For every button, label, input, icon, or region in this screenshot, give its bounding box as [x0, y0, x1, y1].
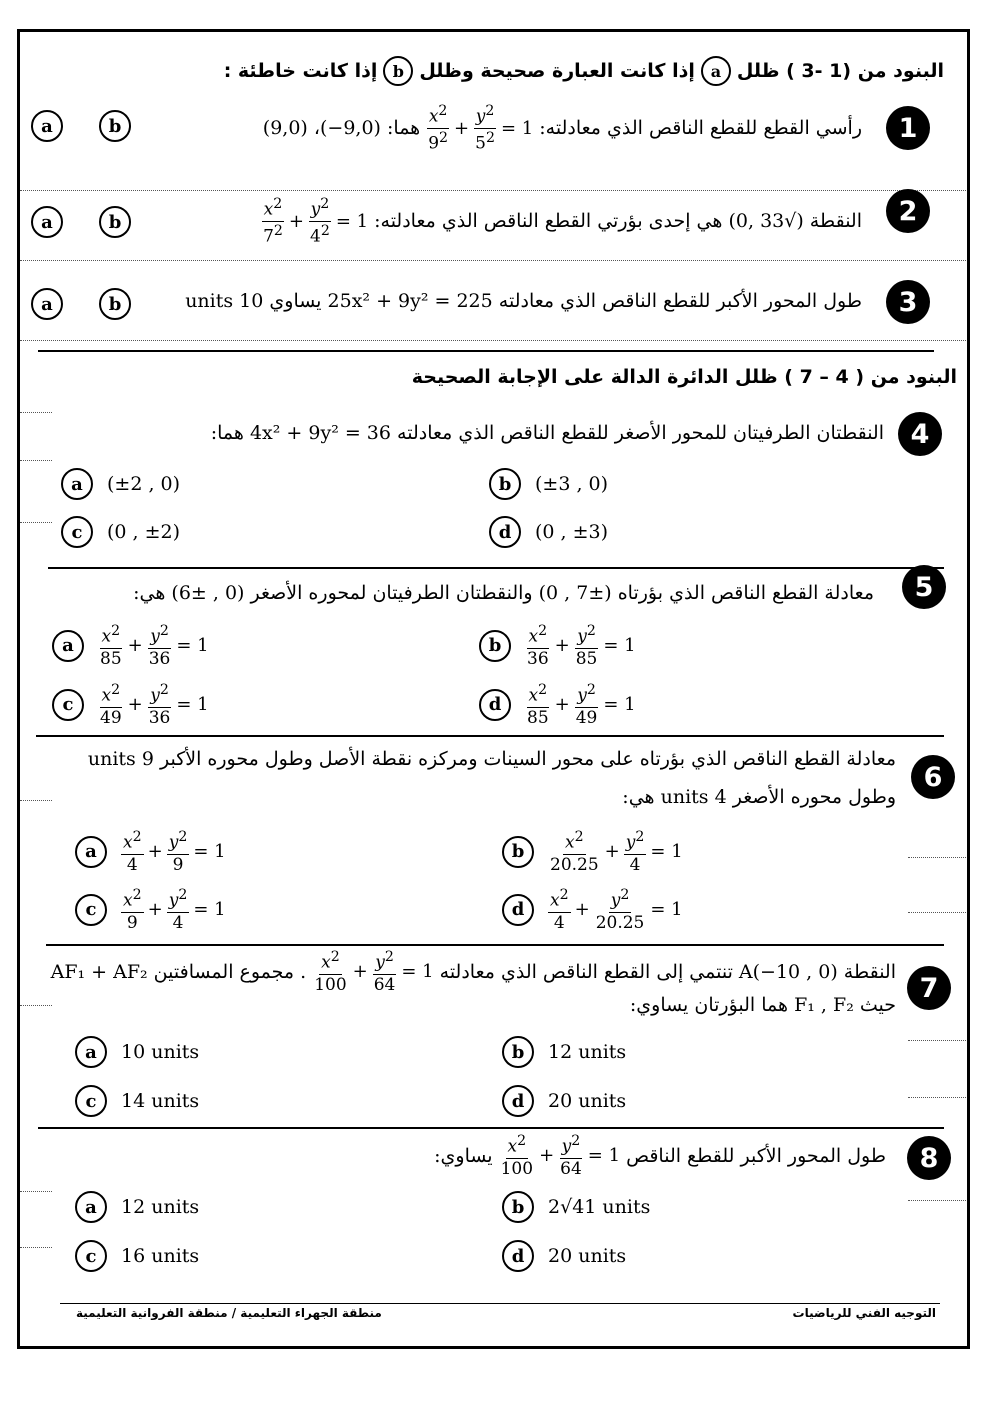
- footer-right: التوجيه الفني للرياضيات: [792, 1306, 936, 1320]
- question-4-text: النقطتان الطرفيتان للمحور الأصغر للقطع الناقص الذي معادلته 4x² + 9y² = 36 هما:: [210, 422, 884, 444]
- option-circle[interactable]: a: [75, 836, 107, 868]
- question-6-number: 6: [911, 755, 955, 799]
- option-circle[interactable]: a: [61, 468, 93, 500]
- divider: [20, 190, 966, 191]
- option-circle[interactable]: d: [502, 1085, 534, 1117]
- question-5-number: 5: [902, 565, 946, 609]
- true-option-legend: a: [701, 56, 731, 86]
- q7-option-a[interactable]: a 10 units: [75, 1036, 199, 1068]
- question-6-line-2: وطول محوره الأصغر 4 units هي:: [622, 786, 896, 808]
- q7-option-d[interactable]: d 20 units: [502, 1085, 626, 1117]
- option-circle[interactable]: b: [489, 468, 521, 500]
- question-5-text: معادلة القطع الناقص الذي بؤرتاه (±7 , 0) والنقطتان الطرفيتان لمحوره الأصغر (0 , ±6) هي:: [133, 582, 874, 604]
- option-circle[interactable]: c: [75, 1240, 107, 1272]
- margin-mark: [908, 1097, 966, 1098]
- option-circle[interactable]: c: [61, 516, 93, 548]
- option-circle[interactable]: b: [502, 1191, 534, 1223]
- question-7-number: 7: [907, 966, 951, 1010]
- q5-option-d[interactable]: d $\frac{x^2}{85}$ + $\frac{y^2}{49}$ = 1: [479, 683, 636, 727]
- q6-option-a[interactable]: a $\frac{x^2}{4}$ + $\frac{y^2}{9}$ = 1: [75, 830, 226, 874]
- question-3-number: 3: [886, 280, 930, 324]
- question-8-text: طول المحور الأكبر للقطع الناقص $\frac{x^2}{100}$ + $\frac{y^2}{64}$ = 1 يساوي:: [434, 1133, 886, 1179]
- margin-mark: [908, 857, 966, 858]
- option-circle[interactable]: d: [502, 894, 534, 926]
- q4-option-d[interactable]: d (0 , ±3): [489, 516, 608, 548]
- margin-mark: [20, 522, 52, 523]
- option-circle[interactable]: a: [75, 1036, 107, 1068]
- option-circle[interactable]: b: [502, 1036, 534, 1068]
- q3-option-a[interactable]: a: [31, 288, 63, 320]
- q8-option-d[interactable]: d 20 units: [502, 1240, 626, 1272]
- margin-mark: [20, 800, 52, 801]
- q6-option-c[interactable]: c $\frac{x^2}{9}$ + $\frac{y^2}{4}$ = 1: [75, 888, 226, 932]
- option-circle[interactable]: c: [75, 1085, 107, 1117]
- question-6-line-1: معادلة القطع الناقص الذي بؤرتاه على محور السينات ومركزه نقطة الأصل وطول محوره الأكبر 9 units: [87, 748, 896, 770]
- question-1-text: رأسي القطع للقطع الناقص الذي معادلته: $\frac{x^2}{9^2}$ + $\frac{y^2}{5^2}$ = 1 هما: (9,0−)، (9,0): [262, 103, 862, 154]
- section-separator: [46, 944, 944, 946]
- q6-option-b[interactable]: b $\frac{x^2}{20.25}$ + $\frac{y^2}{4}$ = 1: [502, 830, 683, 874]
- option-circle[interactable]: c: [52, 689, 84, 721]
- q8-option-b[interactable]: b 2√41 units: [502, 1191, 650, 1223]
- q5-option-a[interactable]: a $\frac{x^2}{85}$ + $\frac{y^2}{36}$ = 1: [52, 624, 209, 668]
- section-separator: [38, 350, 934, 352]
- question-7-line-1: النقطة A(−10 , 0) تنتمي إلى القطع الناقص الذي معادلته $\frac{x^2}{100}$ + $\frac{y^2}{64}$ = 1 . مجموع المسافتين AF₁ + AF₂: [50, 949, 896, 995]
- false-option-legend: b: [383, 56, 413, 86]
- footer-rule: [60, 1303, 940, 1304]
- q8-option-c[interactable]: c 16 units: [75, 1240, 199, 1272]
- margin-mark: [20, 1247, 52, 1248]
- question-4-number: 4: [898, 412, 942, 456]
- q7-option-b[interactable]: b 12 units: [502, 1036, 626, 1068]
- divider: [20, 260, 966, 261]
- q2-option-b[interactable]: b: [99, 206, 131, 238]
- margin-mark: [20, 1191, 52, 1192]
- q1-option-a[interactable]: a: [31, 110, 63, 142]
- q2-option-a[interactable]: a: [31, 206, 63, 238]
- question-1-number: 1: [886, 106, 930, 150]
- question-2-equation: $\frac{x^2}{7^2}$ + $\frac{y^2}{4^2}$ = 1: [263, 196, 369, 247]
- q5-option-b[interactable]: b $\frac{x^2}{36}$ + $\frac{y^2}{85}$ = 1: [479, 624, 636, 668]
- question-8-number: 8: [907, 1136, 951, 1180]
- q4-option-c[interactable]: c (0 , ±2): [61, 516, 180, 548]
- divider: [20, 340, 966, 341]
- q3-option-b[interactable]: b: [99, 288, 131, 320]
- section-separator: [36, 735, 944, 737]
- section1-header: البنود من (1 -3 ) ظلل a إذا كانت العبارة صحيحة وظلل b إذا كانت خاطئة :: [224, 56, 944, 86]
- margin-mark: [20, 460, 52, 461]
- q4-option-b[interactable]: b (±3 , 0): [489, 468, 608, 500]
- question-7-line-2: حيث F₁ , F₂ هما البؤرتان يساوي:: [629, 994, 896, 1016]
- option-circle[interactable]: b: [479, 630, 511, 662]
- q5-option-c[interactable]: c $\frac{x^2}{49}$ + $\frac{y^2}{36}$ = 1: [52, 683, 209, 727]
- margin-mark: [908, 912, 966, 913]
- question-7-equation: $\frac{x^2}{100}$ + $\frac{y^2}{64}$ = 1: [314, 949, 434, 995]
- section-separator: [38, 1127, 944, 1129]
- option-circle[interactable]: d: [502, 1240, 534, 1272]
- q6-option-d[interactable]: d $\frac{x^2}{4}$ + $\frac{y^2}{20.25}$ = 1: [502, 888, 683, 932]
- q1-option-b[interactable]: b: [99, 110, 131, 142]
- option-circle[interactable]: b: [502, 836, 534, 868]
- margin-mark: [20, 1005, 52, 1006]
- option-circle[interactable]: a: [75, 1191, 107, 1223]
- question-1-equation: $\frac{x^2}{9^2}$ + $\frac{y^2}{5^2}$ = 1: [428, 103, 534, 154]
- margin-mark: [908, 1200, 966, 1201]
- q4-option-a[interactable]: a (±2 , 0): [61, 468, 180, 500]
- section-separator: [48, 567, 944, 569]
- margin-mark: [20, 412, 52, 413]
- footer-left: منطقة الجهراء التعليمية / منطقة الفروانية التعليمية: [76, 1306, 382, 1320]
- q8-option-a[interactable]: a 12 units: [75, 1191, 199, 1223]
- question-8-equation: $\frac{x^2}{100}$ + $\frac{y^2}{64}$ = 1: [500, 1133, 621, 1179]
- q7-option-c[interactable]: c 14 units: [75, 1085, 199, 1117]
- question-2-number: 2: [886, 189, 930, 233]
- question-3-text: طول المحور الأكبر للقطع الناقص الذي معادلته 25x² + 9y² = 225 يساوي 10 units: [185, 290, 862, 312]
- question-2-text: النقطة (√33 ,0) هي إحدى بؤرتي القطع الناقص الذي معادلته: $\frac{x^2}{7^2}$ + $\frac{y^2}{4^2}$ = 1: [263, 196, 862, 247]
- option-circle[interactable]: c: [75, 894, 107, 926]
- section2-header: البنود من ( 4 – 7 ) ظلل الدائرة الدالة على الإجابة الصحيحة: [411, 366, 957, 388]
- option-circle[interactable]: d: [489, 516, 521, 548]
- option-circle[interactable]: a: [52, 630, 84, 662]
- margin-mark: [908, 1040, 966, 1041]
- option-circle[interactable]: d: [479, 689, 511, 721]
